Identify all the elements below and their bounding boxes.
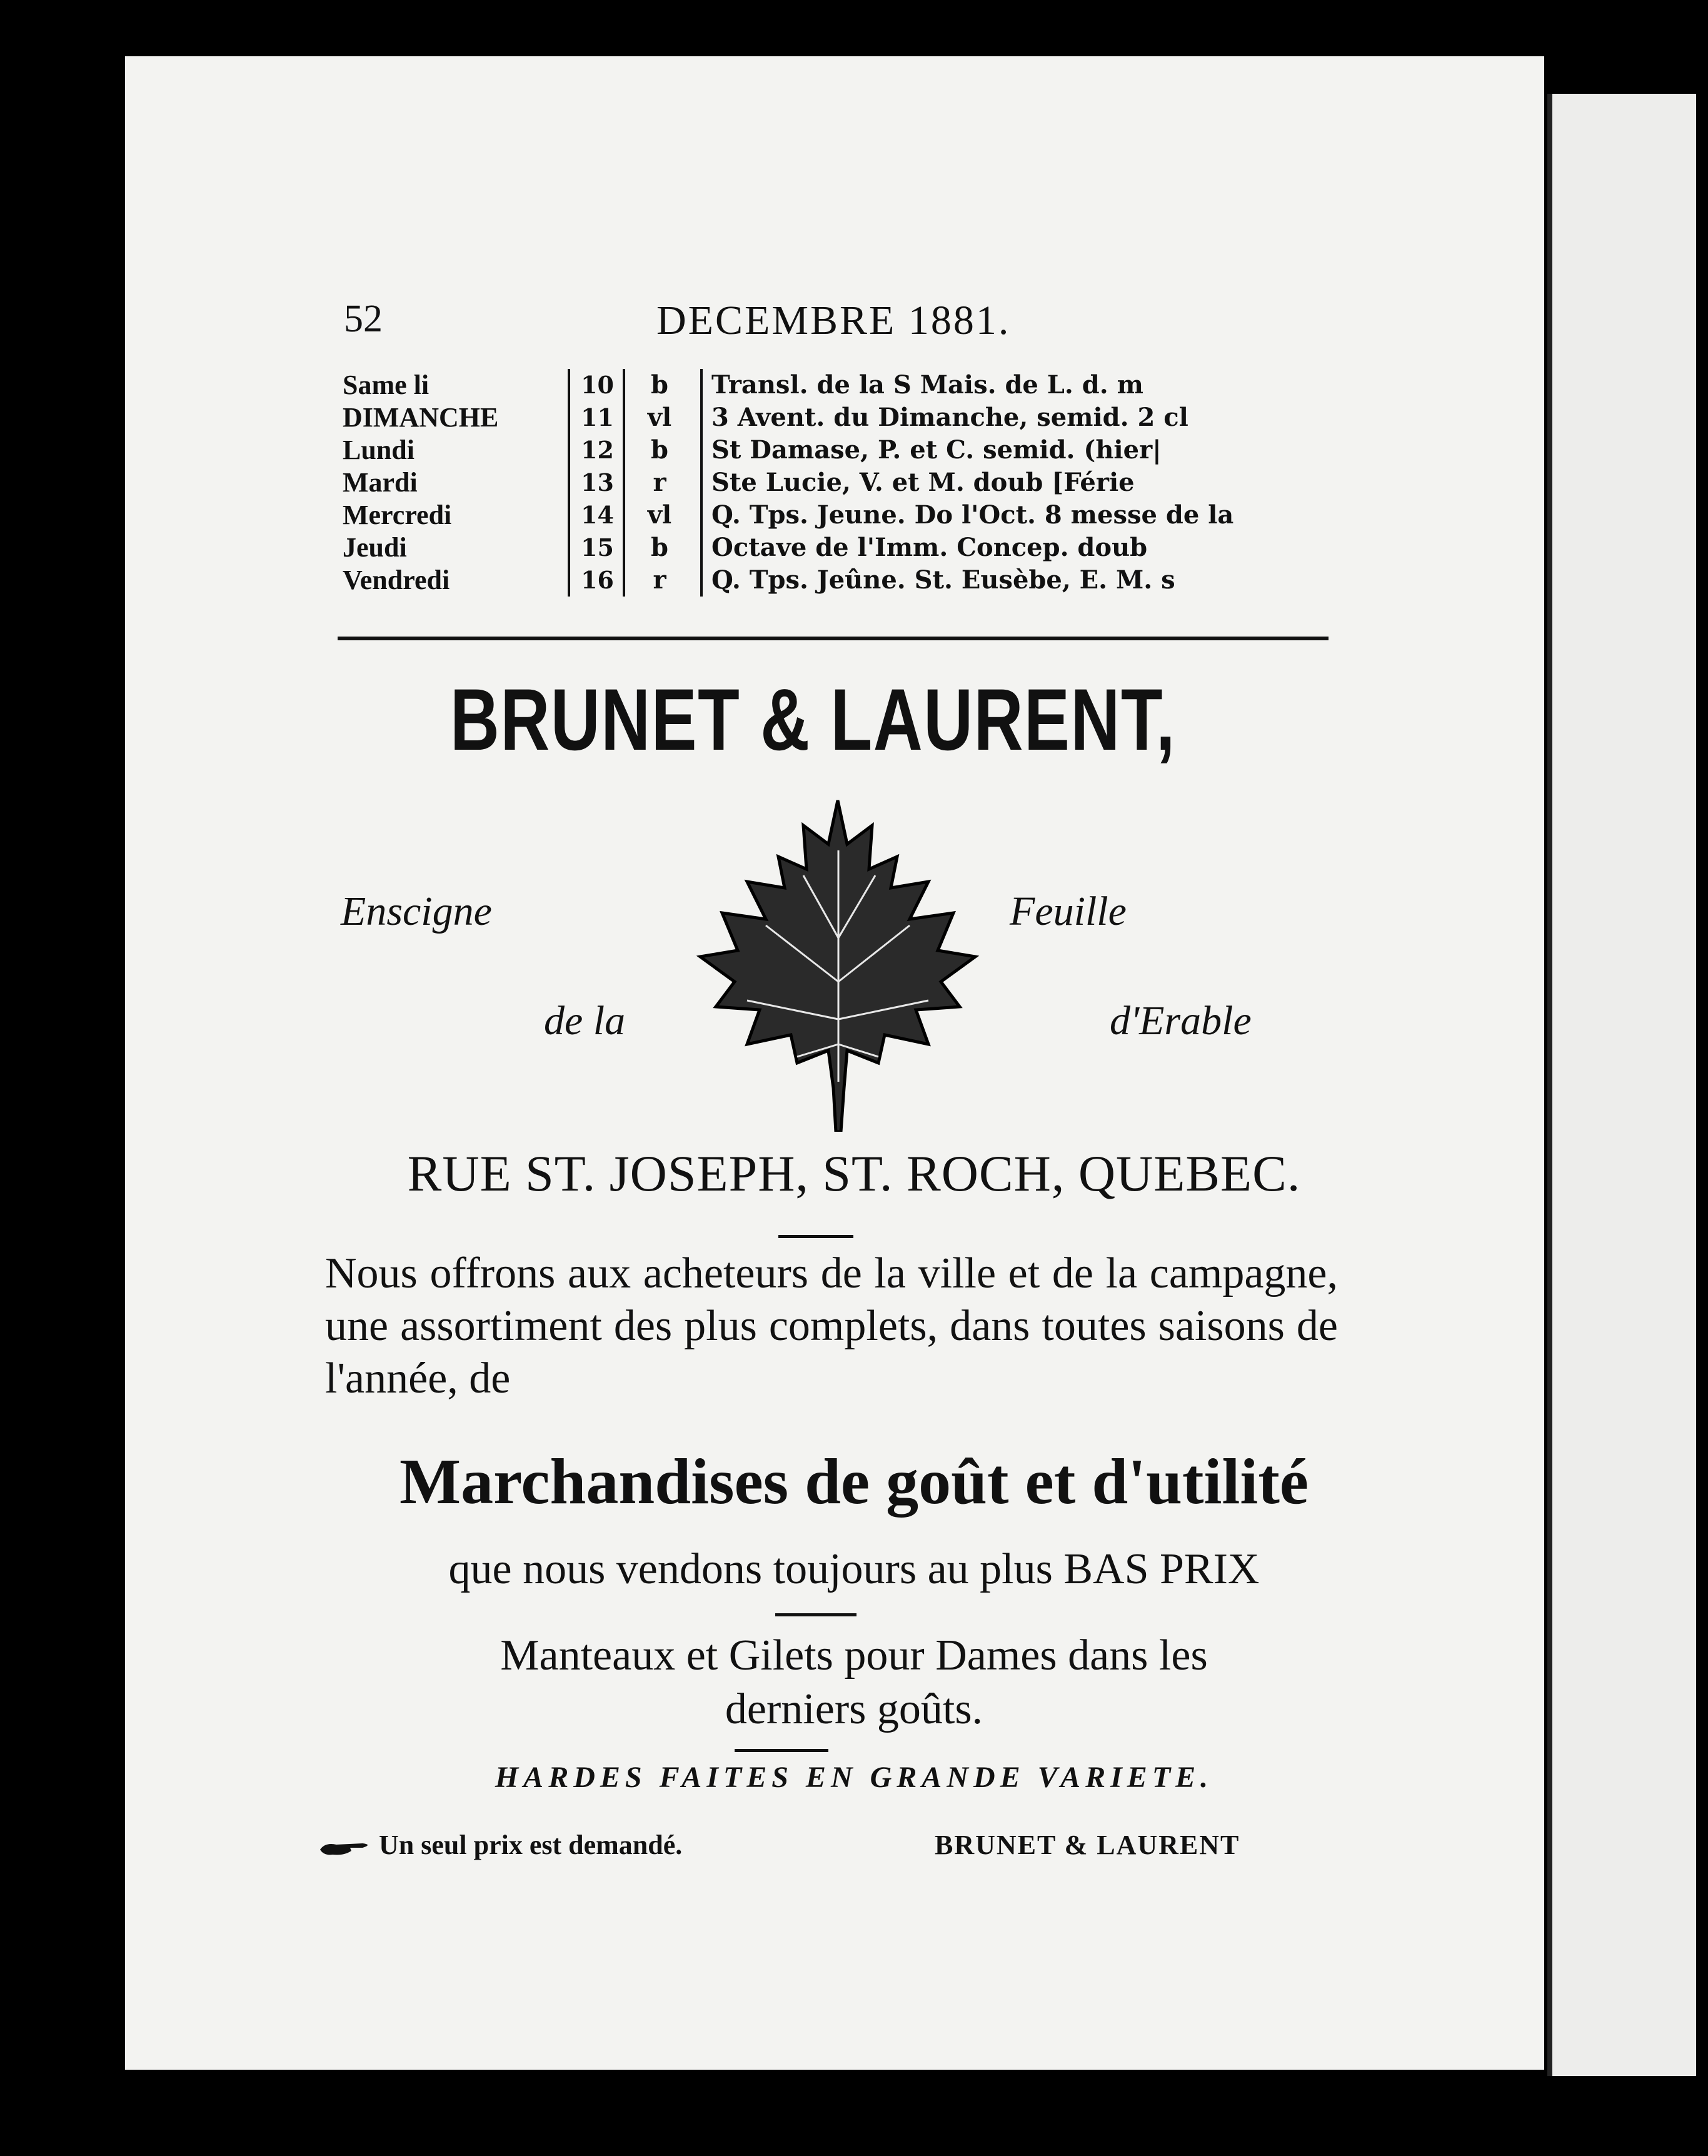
calendar-day: DIMANCHE xyxy=(343,402,499,433)
scan-border-top-right xyxy=(1544,0,1708,94)
calendar-desc: Octave de l'Imm. Concep. doub xyxy=(711,533,1148,562)
ad-address: RUE ST. JOSEPH, ST. ROCH, QUEBEC. xyxy=(407,1145,1301,1202)
divider-short xyxy=(775,1613,857,1616)
calendar-day: Lundi xyxy=(343,435,414,465)
divider-left xyxy=(338,637,819,640)
ad-hardes: HARDES FAITES EN GRANDE VARIETE. xyxy=(495,1761,1213,1794)
calendar-table xyxy=(343,369,1233,597)
calendar-color: r xyxy=(624,564,701,597)
calendar-date: 14 xyxy=(569,499,624,531)
calendar-color: b xyxy=(624,434,701,466)
ad-merchandise: Marchandises de goût et d'utilité xyxy=(399,1446,1309,1518)
calendar-row xyxy=(343,466,1233,499)
calendar-day: Mercredi xyxy=(343,500,452,530)
calendar-desc: Q. Tps. Jeune. Do l'Oct. 8 messe de la xyxy=(711,500,1234,530)
calendar-desc: Ste Lucie, V. et M. doub [Férie xyxy=(711,468,1135,497)
sign-right-line-2: d'Erable xyxy=(1110,998,1252,1044)
calendar-color: b xyxy=(624,369,701,401)
calendar-desc: St Damase, P. et C. semid. (hier| xyxy=(711,435,1162,465)
ad-signature: BRUNET & LAURENT xyxy=(935,1830,1240,1860)
ad-one-price xyxy=(319,1829,682,1861)
calendar-row xyxy=(343,401,1233,434)
calendar-row xyxy=(343,564,1233,597)
calendar-desc: 3 Avent. du Dimanche, semid. 2 cl xyxy=(711,403,1188,432)
ad-coats-line-1: Manteaux et Gilets pour Dames dans les xyxy=(500,1631,1208,1680)
calendar-date: 12 xyxy=(569,434,624,466)
sign-left-line-2: de la xyxy=(544,998,626,1044)
scan-border-left xyxy=(0,0,125,2156)
divider-short xyxy=(778,1235,853,1238)
page-title: DECEMBRE 1881. xyxy=(656,298,1011,343)
calendar-color: r xyxy=(624,466,701,499)
calendar-date: 13 xyxy=(569,466,624,499)
calendar-day: Same li xyxy=(343,370,430,400)
ad-offer-text: Nous offrons aux acheteurs de la ville et de la campagne, une assortiment des plus complets, dans toutes saisons de l'année, de xyxy=(325,1249,1338,1403)
maple-leaf-icon xyxy=(691,794,985,1132)
calendar-row xyxy=(343,434,1233,466)
calendar-row xyxy=(343,531,1233,564)
ad-one-price-text: Un seul prix est demandé. xyxy=(379,1830,683,1860)
calendar-desc: Transl. de la S Mais. de L. d. m xyxy=(711,370,1143,400)
calendar-row xyxy=(343,499,1233,531)
calendar-row xyxy=(343,369,1233,401)
divider-right xyxy=(819,637,1329,640)
calendar-color: vl xyxy=(624,401,701,434)
calendar-date: 15 xyxy=(569,531,624,564)
calendar-date: 10 xyxy=(569,369,624,401)
ad-price-line: que nous vendons toujours au plus BAS PRIX xyxy=(448,1545,1260,1593)
calendar-desc: Q. Tps. Jeûne. St. Eusèbe, E. M. s xyxy=(711,565,1175,595)
sign-right-line-1: Feuille xyxy=(1010,889,1127,934)
calendar-color: vl xyxy=(624,499,701,531)
ad-coats-line-2: derniers goûts. xyxy=(725,1685,983,1733)
ad-brand-title: BRUNET & LAURENT, xyxy=(450,670,1176,768)
page-number: 52 xyxy=(344,298,383,340)
calendar-date: 16 xyxy=(569,564,624,597)
calendar-day: Jeudi xyxy=(343,532,407,563)
divider-short xyxy=(735,1749,828,1752)
pointing-hand-icon xyxy=(319,1837,375,1858)
sign-left-line-1: Enscigne xyxy=(341,889,492,934)
ad-coats xyxy=(0,1629,1708,1736)
calendar-day: Vendredi xyxy=(343,565,450,595)
calendar-date: 11 xyxy=(569,401,624,434)
calendar-color: b xyxy=(624,531,701,564)
calendar-day: Mardi xyxy=(343,467,418,498)
